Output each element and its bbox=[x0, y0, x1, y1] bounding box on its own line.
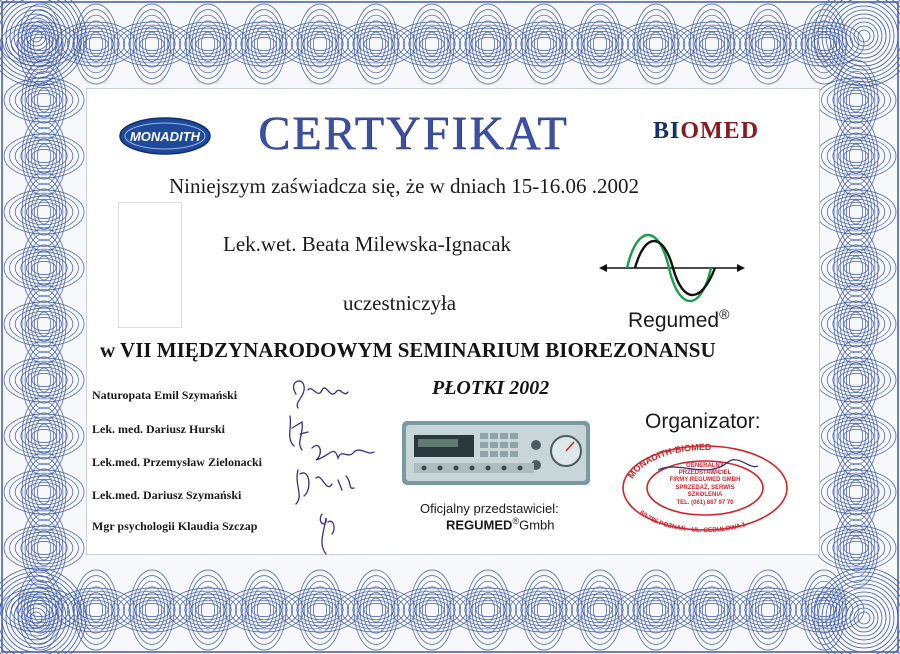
border-motif-bottom bbox=[168, 570, 248, 650]
border-motif-bottom bbox=[336, 570, 416, 650]
lecturer-1: Naturopata Emil Szymański bbox=[92, 388, 238, 402]
photo-placeholder bbox=[118, 202, 182, 328]
registered-mark: ® bbox=[719, 306, 730, 322]
biomed-logo-bi: BI bbox=[653, 118, 681, 144]
signature-4 bbox=[296, 470, 354, 504]
seminar-place: PŁOTKI 2002 bbox=[432, 377, 550, 399]
participated-text: uczestniczyła bbox=[343, 291, 457, 315]
stamp-line-5: SZKOLENIA bbox=[687, 492, 723, 498]
stamp-ring-top: MONADITH-BIOMED bbox=[625, 441, 712, 481]
border-motif-top bbox=[392, 4, 472, 84]
border-motif-top bbox=[728, 4, 808, 84]
border-motif-bottom bbox=[280, 570, 360, 650]
biomed-logo-rest: OMED bbox=[680, 118, 760, 144]
official-representative bbox=[446, 516, 555, 532]
border-motif-bottom bbox=[112, 570, 192, 650]
stamp-line-1: GENERALNY bbox=[686, 463, 724, 469]
official-representative-label: Oficjalny przedstawiciel: bbox=[420, 501, 559, 516]
border-motif-right bbox=[816, 396, 896, 476]
lecturer-2: Lek. med. Dariusz Hurski bbox=[92, 422, 226, 436]
regumed-wordmark bbox=[628, 306, 729, 333]
border-motif-left bbox=[4, 452, 84, 532]
border-motif-top bbox=[616, 4, 696, 84]
border-motif-bottom bbox=[504, 570, 584, 650]
official-company-suffix: Gmbh bbox=[519, 517, 555, 533]
border-motif-top bbox=[336, 4, 416, 84]
border-motif-top bbox=[672, 4, 752, 84]
border-motif-right bbox=[816, 172, 896, 252]
stamp-line-6: TEL. (061) 867 97 70 bbox=[676, 500, 734, 506]
official-company: REGUMED bbox=[446, 517, 513, 533]
lecturer-3: Lek.med. Przemysław Zielonacki bbox=[92, 455, 262, 469]
border-corner-fan bbox=[0, 568, 86, 654]
border-motif-bottom bbox=[448, 570, 528, 650]
border-motif-right bbox=[816, 340, 896, 420]
border-motif-top bbox=[560, 4, 640, 84]
border-motif-top bbox=[112, 4, 192, 84]
border-corner-fan bbox=[814, 0, 900, 86]
regumed-wave-logo bbox=[597, 228, 747, 308]
border-motif-bottom bbox=[616, 570, 696, 650]
seminar-title: w VII MIĘDZYNARODOWYM SEMINARIUM BIOREZONANSU bbox=[100, 338, 716, 362]
certificate-title: CERTYFIKAT bbox=[258, 107, 569, 160]
border-motif-bottom bbox=[672, 570, 752, 650]
signature-3 bbox=[312, 446, 374, 460]
stamp-line-2: PRZEDSTAWICIEL bbox=[678, 470, 732, 476]
border-motif-left bbox=[4, 116, 84, 196]
organizer-label: Organizator: bbox=[645, 410, 761, 433]
border-motif-bottom bbox=[224, 570, 304, 650]
statement-line: Niniejszym zaświadcza się, że w dniach 15-16.06 .2002 bbox=[169, 174, 640, 198]
stamp-ring-bottom: 60-785 POZNAŃ - UL. CEBULOWA 1 bbox=[638, 509, 747, 532]
lecturer-4: Lek.med. Dariusz Szymański bbox=[92, 488, 242, 502]
monadith-logo bbox=[118, 116, 212, 156]
border-motif-left bbox=[4, 172, 84, 252]
signature-2 bbox=[290, 416, 308, 450]
border-motif-top bbox=[504, 4, 584, 84]
border-motif-left bbox=[4, 396, 84, 476]
stamp-line-4: SPRZEDAŻ, SERWIS bbox=[675, 485, 735, 491]
border-motif-top bbox=[224, 4, 304, 84]
lecturer-5: Mgr psychologii Klaudia Szczap bbox=[92, 519, 258, 533]
monadith-logo-text: MONADITH bbox=[129, 129, 201, 144]
signature-1 bbox=[294, 381, 348, 408]
border-motif-left bbox=[4, 228, 84, 308]
border-motif-left bbox=[4, 340, 84, 420]
border-motif-right bbox=[816, 452, 896, 532]
border-motif-right bbox=[816, 284, 896, 364]
organizer-stamp bbox=[618, 440, 792, 532]
border-motif-bottom bbox=[560, 570, 640, 650]
border-motif-left bbox=[4, 284, 84, 364]
border-motif-bottom bbox=[392, 570, 472, 650]
lecturer-signatures bbox=[282, 372, 378, 560]
border-motif-top bbox=[168, 4, 248, 84]
border-motif-top bbox=[448, 4, 528, 84]
regumed-device-image bbox=[400, 415, 592, 491]
regumed-word: Regumed bbox=[628, 309, 720, 332]
biomed-logo bbox=[653, 118, 759, 145]
signature-5 bbox=[320, 514, 334, 554]
border-corner-fan bbox=[0, 0, 86, 86]
border-motif-right bbox=[816, 228, 896, 308]
stamp-line-3: FIRMY REGUMED GMBH bbox=[669, 477, 741, 483]
border-motif-right bbox=[816, 116, 896, 196]
official-registered-mark: ® bbox=[512, 516, 520, 526]
border-motif-top bbox=[280, 4, 360, 84]
border-motif-bottom bbox=[728, 570, 808, 650]
border-corner-fan bbox=[814, 568, 900, 654]
recipient-name: Lek.wet. Beata Milewska-Ignacak bbox=[223, 232, 512, 256]
